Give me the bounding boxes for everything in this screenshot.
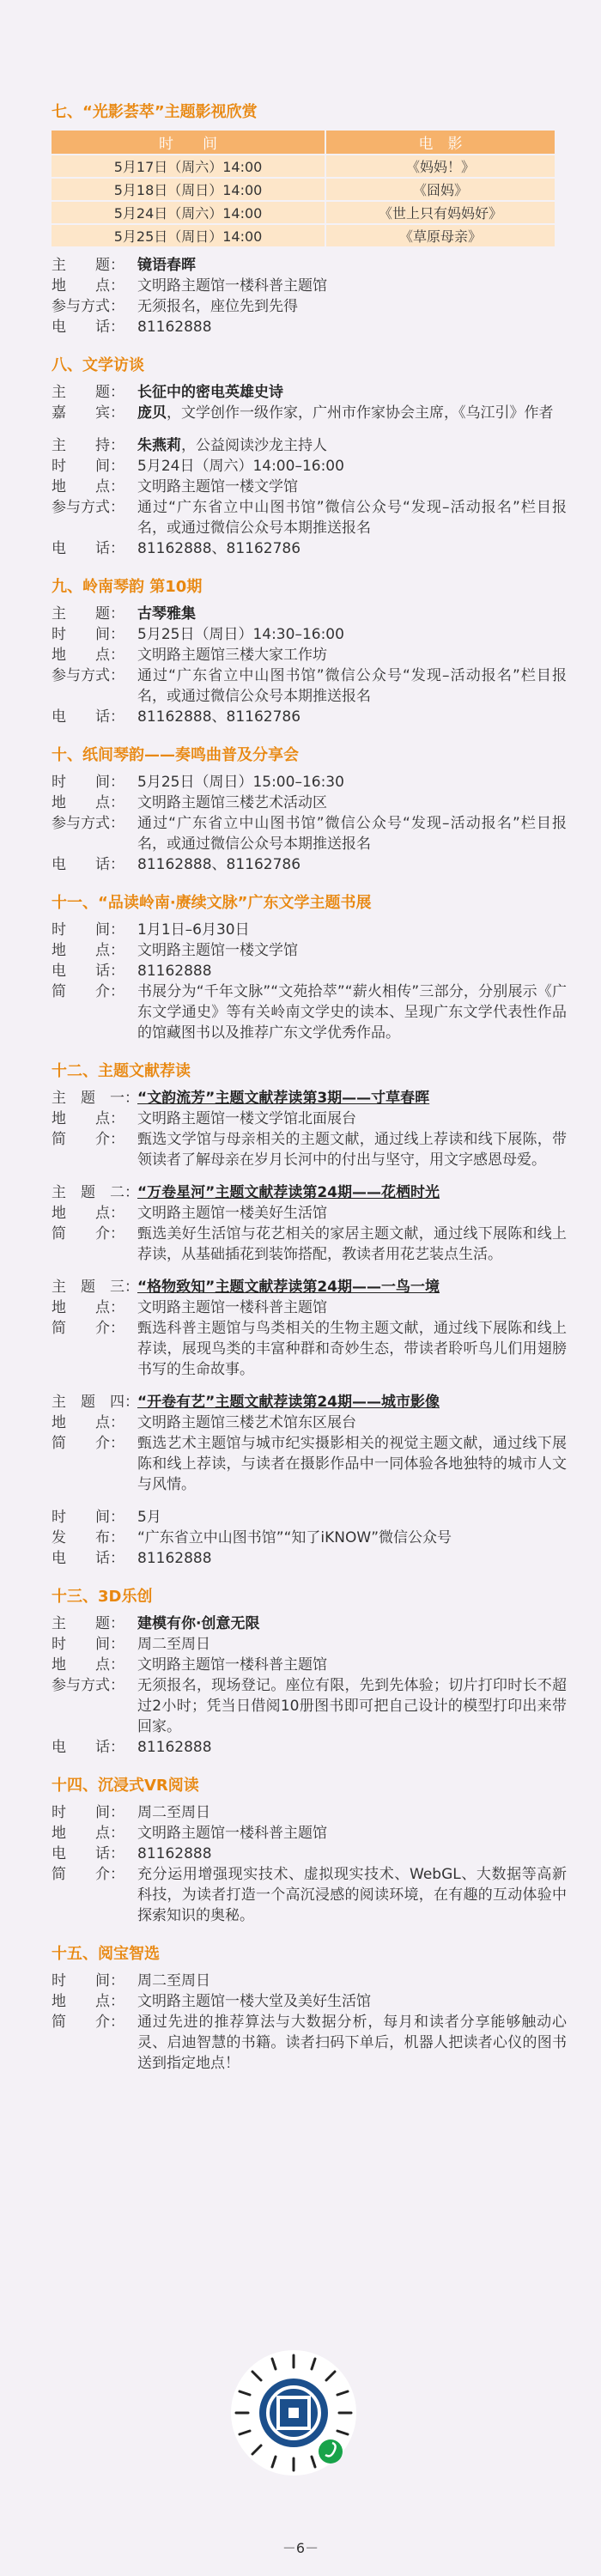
- field-label: 主 题 四：: [52, 1394, 139, 1411]
- field-label: 地 点：: [52, 1656, 124, 1674]
- section-vr-reading: [52, 1775, 567, 1926]
- film-time: 5月18日（周日）14:00: [52, 179, 325, 200]
- join-value: 无须报名，座位先到先得: [137, 298, 298, 315]
- field-label: 简 介：: [52, 1131, 124, 1148]
- field-label: 地 点：: [52, 647, 124, 664]
- table-row: [52, 155, 555, 177]
- theme-value: “开卷有艺”主题文献荐读第24期——城市影像: [137, 1394, 440, 1411]
- field-label: 电 话：: [52, 1550, 124, 1567]
- reading-item: [52, 1088, 567, 1170]
- field-label: 主 题：: [52, 605, 124, 623]
- field-label: 参与方式：: [52, 298, 124, 315]
- page-number: －6－: [282, 2540, 319, 2556]
- join-value: 无须报名，现场登记。座位有限，先到先体验；切片打印时长不超过2小时；凭当日借阅10册图书即可把自己设计的模型打印出来带回家。: [137, 1677, 567, 1735]
- field-label: 地 点：: [52, 1993, 124, 2010]
- phone-value: 81162888: [137, 1739, 212, 1756]
- section-title: 七、“光影荟萃”主题影视欣赏: [52, 103, 258, 121]
- place-value: 文明路主题馆一楼科普主题馆: [137, 1656, 327, 1674]
- section-recommended-reading: [52, 1060, 567, 1569]
- field-label: 电 话：: [52, 540, 124, 557]
- field-label: 时 间：: [52, 1509, 124, 1526]
- time-value: 1月1日–6月30日: [137, 921, 250, 939]
- place-value: 文明路主题馆一楼文学馆: [137, 942, 298, 959]
- field-label: 电 话：: [52, 708, 124, 726]
- field-label: 地 点：: [52, 277, 124, 295]
- section-book-exhibition: [52, 892, 567, 1043]
- field-label: 电 话：: [52, 963, 124, 980]
- reading-item: [52, 1392, 567, 1495]
- reading-item: [52, 1277, 567, 1380]
- table-header-film: 电 影: [326, 131, 555, 154]
- section-title: 十一、“品读岭南·赓续文脉”广东文学主题书展: [52, 894, 372, 912]
- field-label: 主 题 三：: [52, 1279, 139, 1296]
- publish-value: “广东省立中山图书馆”“知了iKNOW”微信公众号: [137, 1529, 452, 1546]
- join-value: 通过“广东省立中山图书馆”微信公众号“发现–活动报名”栏目报名，或通过微信公众号本期推送报名: [137, 499, 567, 537]
- theme-value: “格物致知”主题文献荐读第24期——一鸟一境: [137, 1279, 440, 1296]
- section-title: 十、纸间琴韵——奏鸣曲普及分享会: [52, 746, 299, 764]
- film-time: 5月25日（周日）14:00: [52, 225, 325, 246]
- field-label: 参与方式：: [52, 499, 124, 516]
- phone-value: 81162888: [137, 1550, 212, 1567]
- field-label: 参与方式：: [52, 815, 124, 832]
- description-value: 书展分为“千年文脉”“文苑拾萃”“薪火相传”三部分，分别展示《广东文学通史》等有关岭南文学史的读本、呈现广东文学代表性作品的馆藏图书以及推荐广东文学优秀作品。: [137, 983, 567, 1042]
- table-row: [52, 225, 555, 246]
- field-label: 简 介：: [52, 1435, 124, 1452]
- field-label: 时 间：: [52, 921, 124, 939]
- film-time: 5月17日（周六）14:00: [52, 155, 325, 177]
- table-row: [52, 179, 555, 200]
- time-value: 5月24日（周六）14:00–16:00: [137, 458, 344, 475]
- theme-value: 长征中的密电英雄史诗: [137, 384, 283, 401]
- join-value: 通过“广东省立中山图书馆”微信公众号“发现–活动报名”栏目报名，或通过微信公众号本期推送报名: [137, 815, 567, 853]
- section-title: 十五、阅宝智选: [52, 1945, 160, 1963]
- field-label: 简 介：: [52, 1866, 124, 1883]
- place-value: 文明路主题馆一楼大堂及美好生活馆: [137, 1993, 371, 2010]
- field-label: 嘉 宾：: [52, 404, 124, 422]
- library-logo-icon: [259, 2379, 328, 2447]
- guest-name: 庞贝: [137, 404, 167, 422]
- field-label: 地 点：: [52, 794, 124, 811]
- field-label: 电 话：: [52, 856, 124, 873]
- theme-value: “万卷星河”主题文献荐读第24期——花栖时光: [137, 1184, 440, 1201]
- description-value: 甄选科普主题馆与鸟类相关的生物主题文献，通过线下展陈和线上荐读，展现鸟类的丰富种群和奇妙生态，带读者聆听鸟儿们用翅膀书写的生命故事。: [137, 1320, 567, 1378]
- film-title: 《草原母亲》: [326, 225, 555, 246]
- time-value: 5月25日（周日）15:00–16:30: [137, 774, 344, 791]
- field-label: 主 题 二：: [52, 1184, 139, 1201]
- description-value: 甄选艺术主题馆与城市纪实摄影相关的视觉主题文献，通过线下展陈和线上荐读，与读者在摄影作品中一同体验各地独特的城市人文与风情。: [137, 1435, 567, 1493]
- section-title: 十二、主题文献荐读: [52, 1062, 191, 1080]
- time-value: 周二至周日: [137, 1972, 210, 1990]
- description-value: 通过先进的推荐算法与大数据分析，每月和读者分享能够触动心灵、启迪智慧的书籍。读者扫码下单后，机器人把读者心仪的图书送到指定地点！: [137, 2014, 567, 2072]
- phone-value: 81162888: [137, 319, 212, 336]
- host-value: ，公益阅读沙龙主持人: [181, 437, 327, 454]
- place-value: 文明路主题馆一楼文学馆北面展台: [137, 1110, 356, 1127]
- field-label: 主 题：: [52, 257, 124, 274]
- theme-value: 镜语春晖: [137, 257, 196, 274]
- field-label: 时 间：: [52, 626, 124, 643]
- section-title: 十三、3D乐创: [52, 1588, 153, 1606]
- place-value: 文明路主题馆三楼大家工作坊: [137, 647, 327, 664]
- phone-value: 81162888、81162786: [137, 856, 301, 873]
- field-label: 地 点：: [52, 1205, 124, 1222]
- place-value: 文明路主题馆一楼科普主题馆: [137, 277, 327, 295]
- section-smart-book-select: [52, 1943, 567, 2074]
- section-title: 十四、沉浸式VR阅读: [52, 1777, 199, 1795]
- field-label: 简 介：: [52, 1225, 124, 1242]
- field-label: 电 话：: [52, 319, 124, 336]
- description-value: 甄选美好生活馆与花艺相关的家居主题文献，通过线下展陈和线上荐读，从基础插花到装饰搭配，教读者用花艺装点生活。: [137, 1225, 567, 1263]
- place-value: 文明路主题馆一楼科普主题馆: [137, 1299, 327, 1316]
- field-label: 时 间：: [52, 1972, 124, 1990]
- field-label: 参与方式：: [52, 1677, 124, 1694]
- section-title: 八、文学访谈: [52, 356, 144, 374]
- table-header-time: 时 间: [52, 131, 325, 154]
- field-label: 时 间：: [52, 1636, 124, 1653]
- reading-item: [52, 1182, 567, 1265]
- time-value: 周二至周日: [137, 1804, 210, 1821]
- guest-value: ，文学创作一级作家，广州市作家协会主席，《乌江引》作者: [167, 404, 554, 422]
- field-label: 时 间：: [52, 774, 124, 791]
- mini-program-code[interactable]: [229, 2348, 358, 2477]
- phone-value: 81162888、81162786: [137, 708, 301, 726]
- description-value: 甄选文学馆与母亲相关的主题文献，通过线上荐读和线下展陈，带领读者了解母亲在岁月长河中的付出与坚守，用文字感恩母爱。: [137, 1131, 567, 1169]
- field-label: 电 话：: [52, 1845, 124, 1862]
- field-label: 简 介：: [52, 1320, 124, 1337]
- field-label: 地 点：: [52, 942, 124, 959]
- film-title: 《妈妈！》: [326, 155, 555, 177]
- section-3d-printing: [52, 1586, 567, 1758]
- join-value: 通过“广东省立中山图书馆”微信公众号“发现–活动报名”栏目报名，或通过微信公众号本期推送报名: [137, 667, 567, 705]
- phone-value: 81162888、81162786: [137, 540, 301, 557]
- time-value: 5月25日（周日）14:30–16:00: [137, 626, 344, 643]
- phone-value: 81162888: [137, 963, 212, 980]
- theme-value: 建模有你·创意无限: [137, 1615, 260, 1632]
- program-page: [52, 101, 567, 2074]
- field-label: 主 题：: [52, 384, 124, 401]
- theme-value: “文韵流芳”主题文献荐读第3期——寸草春晖: [137, 1090, 430, 1107]
- theme-value: 古琴雅集: [137, 605, 196, 623]
- place-value: 文明路主题馆一楼文学馆: [137, 478, 298, 495]
- film-schedule-table: [50, 129, 556, 248]
- section-guqin: [52, 576, 567, 727]
- time-value: 周二至周日: [137, 1636, 210, 1653]
- table-row: [52, 202, 555, 223]
- field-label: 时 间：: [52, 1804, 124, 1821]
- field-label: 地 点：: [52, 1299, 124, 1316]
- field-label: 电 话：: [52, 1739, 124, 1756]
- field-label: 简 介：: [52, 2014, 124, 2031]
- time-value: 5月: [137, 1509, 161, 1526]
- mini-program-badge-icon: [319, 2439, 343, 2464]
- film-time: 5月24日（周六）14:00: [52, 202, 325, 223]
- field-label: 地 点：: [52, 1414, 124, 1431]
- phone-value: 81162888: [137, 1845, 212, 1862]
- place-value: 文明路主题馆三楼艺术馆东区展台: [137, 1414, 356, 1431]
- field-label: 参与方式：: [52, 667, 124, 684]
- section-literary-interview: [52, 355, 567, 559]
- place-value: 文明路主题馆一楼科普主题馆: [137, 1825, 327, 1842]
- field-label: 地 点：: [52, 1825, 124, 1842]
- field-label: 主 题：: [52, 1615, 124, 1632]
- field-label: 发 布：: [52, 1529, 124, 1546]
- description-value: 充分运用增强现实技术、虚拟现实技术、WebGL、大数据等高新科技，为读者打造一个高沉浸感的阅读环境，在有趣的互动体验中探索知识的奥秘。: [137, 1866, 567, 1924]
- field-label: 主 题 一：: [52, 1090, 139, 1107]
- place-value: 文明路主题馆一楼美好生活馆: [137, 1205, 327, 1222]
- field-label: 时 间：: [52, 458, 124, 475]
- field-label: 简 介：: [52, 983, 124, 1000]
- field-label: 地 点：: [52, 1110, 124, 1127]
- field-label: 主 持：: [52, 437, 124, 454]
- host-name: 朱燕莉: [137, 437, 181, 454]
- section-sonata: [52, 744, 567, 875]
- film-title: 《世上只有妈妈好》: [326, 202, 555, 223]
- field-label: 地 点：: [52, 478, 124, 495]
- place-value: 文明路主题馆三楼艺术活动区: [137, 794, 327, 811]
- section-title: 九、岭南琴韵 第10期: [52, 578, 203, 596]
- film-title: 《囧妈》: [326, 179, 555, 200]
- section-film: [52, 101, 567, 337]
